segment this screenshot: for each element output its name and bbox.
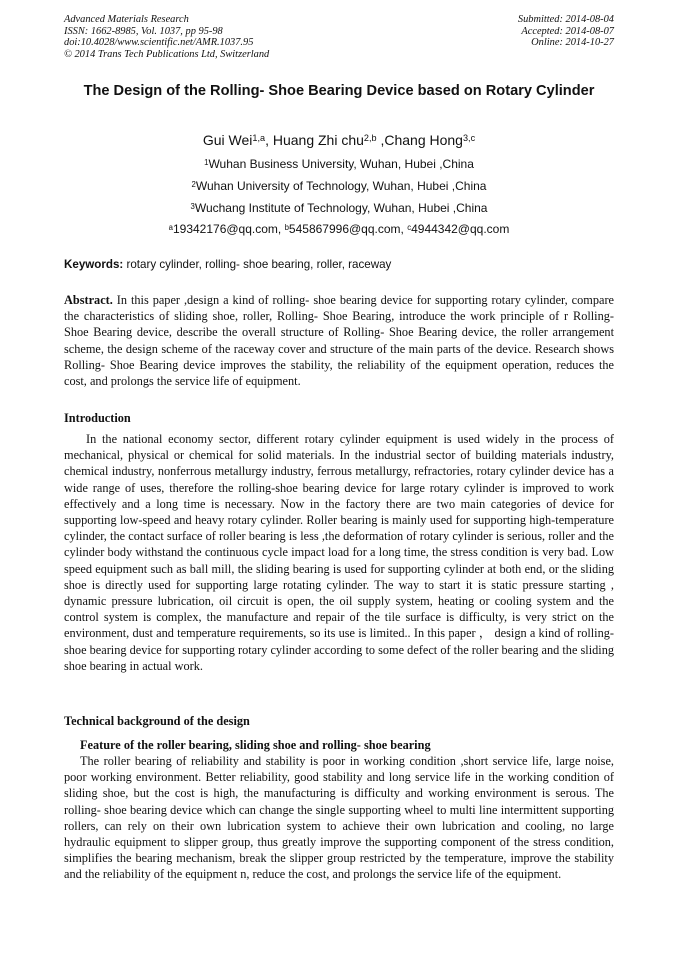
affiliation-text: Wuhan Business University, Wuhan, Hubei ,China <box>208 157 474 171</box>
email-superscript: a <box>168 222 173 232</box>
publication-dates <box>518 14 614 49</box>
author-superscript: 3,c <box>462 132 476 143</box>
introduction-text: In the national economy sector, different rotary cylinder equipment is used widely in the process of mechanical, physical or chemical for solid materials. In the industrial sector of building materials industry, chemical industry, nonferrous metallurgy industry, ferrous metallurgy, refractories, rotary cylinder device has a wide range of uses, therefore the rolling-shoe bearing device for large rotary cylinder is improved to work effectively and a long time is necessary. Now in the factory there are two main categories of device for supporting low-speed and heavy rotary cylinder. Roller bearing is mainly used for supporting high-temperature cylinder, the contact surface of roller bearing is less ,the deformation of rotary cylinder is serious, roller and the cylinder body withstand the continuous cycle impact load for a long time, the stress condition is very bad. Low speed equipment such as ball mill, the sliding bearing is used for supporting cylinder at both end, or the sliding shoe is directly used for supporting large rotating cylinder. The way to start it is static pressure starting , dynamic pressure lubrication, oil circuit is open, the oil supply system, heating or cooling system and the control system is complex, the manufacture and repair of the tile surface is difficulty, is very strict on the environment, dust and temperature requirements, so its use is limited.. In this paper ， design a kind of rolling- shoe bearing device for supporting rotary cylinder according to some defect of the roller bearing and the sliding shoe bearing in actual work. <box>64 432 614 673</box>
affiliation-text: Wuchang Institute of Technology, Wuhan, Hubei ,China <box>194 201 488 215</box>
keywords-label: Keywords: <box>64 258 124 271</box>
author-name: Gui Wei <box>202 132 253 148</box>
author-name: Chang Hong <box>384 132 463 148</box>
journal-copyright: © 2014 Trans Tech Publications Ltd, Switzerland <box>64 48 270 60</box>
affiliation <box>0 179 678 193</box>
affiliation-number: 2 <box>191 179 196 189</box>
keywords-text: rotary cylinder, rolling- shoe bearing, roller, raceway <box>123 258 392 271</box>
email-superscript: b <box>284 222 289 232</box>
email-address: 545867996@qq.com, <box>288 222 408 236</box>
affiliation-number: 3 <box>190 201 195 211</box>
accepted-date: Accepted: 2014-08-07 <box>521 25 614 37</box>
abstract-label: Abstract. <box>64 293 113 307</box>
email-address: 19342176@qq.com, <box>172 222 285 236</box>
journal-info <box>64 14 269 60</box>
email-superscript: c <box>407 222 412 232</box>
online-date: Online: 2014-10-27 <box>531 37 614 49</box>
keywords <box>64 258 391 272</box>
affiliation-number: 1 <box>204 157 209 167</box>
email-address: 4944342@qq.com <box>411 222 510 236</box>
journal-name: Advanced Materials Research <box>64 14 189 25</box>
paper-title: The Design of the Rolling- Shoe Bearing Device based on Rotary Cylinder <box>83 83 595 99</box>
journal-doi: doi:10.4028/www.scientific.net/AMR.1037.95 <box>64 37 254 49</box>
feature-text: The roller bearing of reliability and stability is poor in working condition ,short service life, large noise, poor working environment. Better reliability, good stability and long service life in the working condition of sliding shoe, but the cost is high, the manufacturing is difficulty and working environment is serous. The rolling- shoe bearing device which can change the single supporting wheel to multi line intermittent supporting rollers, can rely on their own lubrication system to achieve their own lubrication and cooling, no large hydraulic equipment to slipper group, thus greatly improve the supporting component of the stress condition, simplifies the bearing mechanism, break the slipper group restricted by the temperature, improve the stability and the reliability of the equipment n, reduce the cost, and prolongs the service life of the equipment. <box>64 754 614 882</box>
author-list <box>0 131 678 149</box>
journal-issn: ISSN: 1662-8985, Vol. 1037, pp 95-98 <box>64 25 223 37</box>
technical-background-heading: Technical background of the design <box>64 714 250 728</box>
author-separator: , <box>265 132 273 148</box>
affiliation <box>0 157 678 171</box>
introduction-heading: Introduction <box>64 411 131 425</box>
affiliation <box>0 201 678 215</box>
author-superscript: 2,b <box>363 132 377 143</box>
author-emails <box>0 222 678 236</box>
abstract-text: In this paper ,design a kind of rolling- shoe bearing device for supporting rotary cylinder, compare the characteristics of sliding shoe, roller, Rolling- Shoe Bearing, introduce the work principle of r Rolling- Shoe Bearing device, describe the overall structure of Rolling- Shoe Bearing device, the roller arrangement scheme, the design scheme of the raceway cover and structure of the main parts of the device. Research shows Rolling- Shoe Bearing device improves the stability, the reliability of the equipment operation, reduces the cost, and prolongs the service life of equipment. <box>64 293 614 389</box>
author-name: Huang Zhi chu <box>272 132 364 148</box>
submitted-date: Submitted: 2014-08-04 <box>517 14 614 25</box>
affiliation-text: Wuhan University of Technology, Wuhan, Hubei ,China <box>195 179 487 193</box>
author-separator: , <box>376 132 385 148</box>
author-superscript: 1,a <box>252 132 266 143</box>
abstract <box>64 292 614 389</box>
feature-subheading: Feature of the roller bearing, sliding shoe and rolling- shoe bearing <box>80 738 431 752</box>
